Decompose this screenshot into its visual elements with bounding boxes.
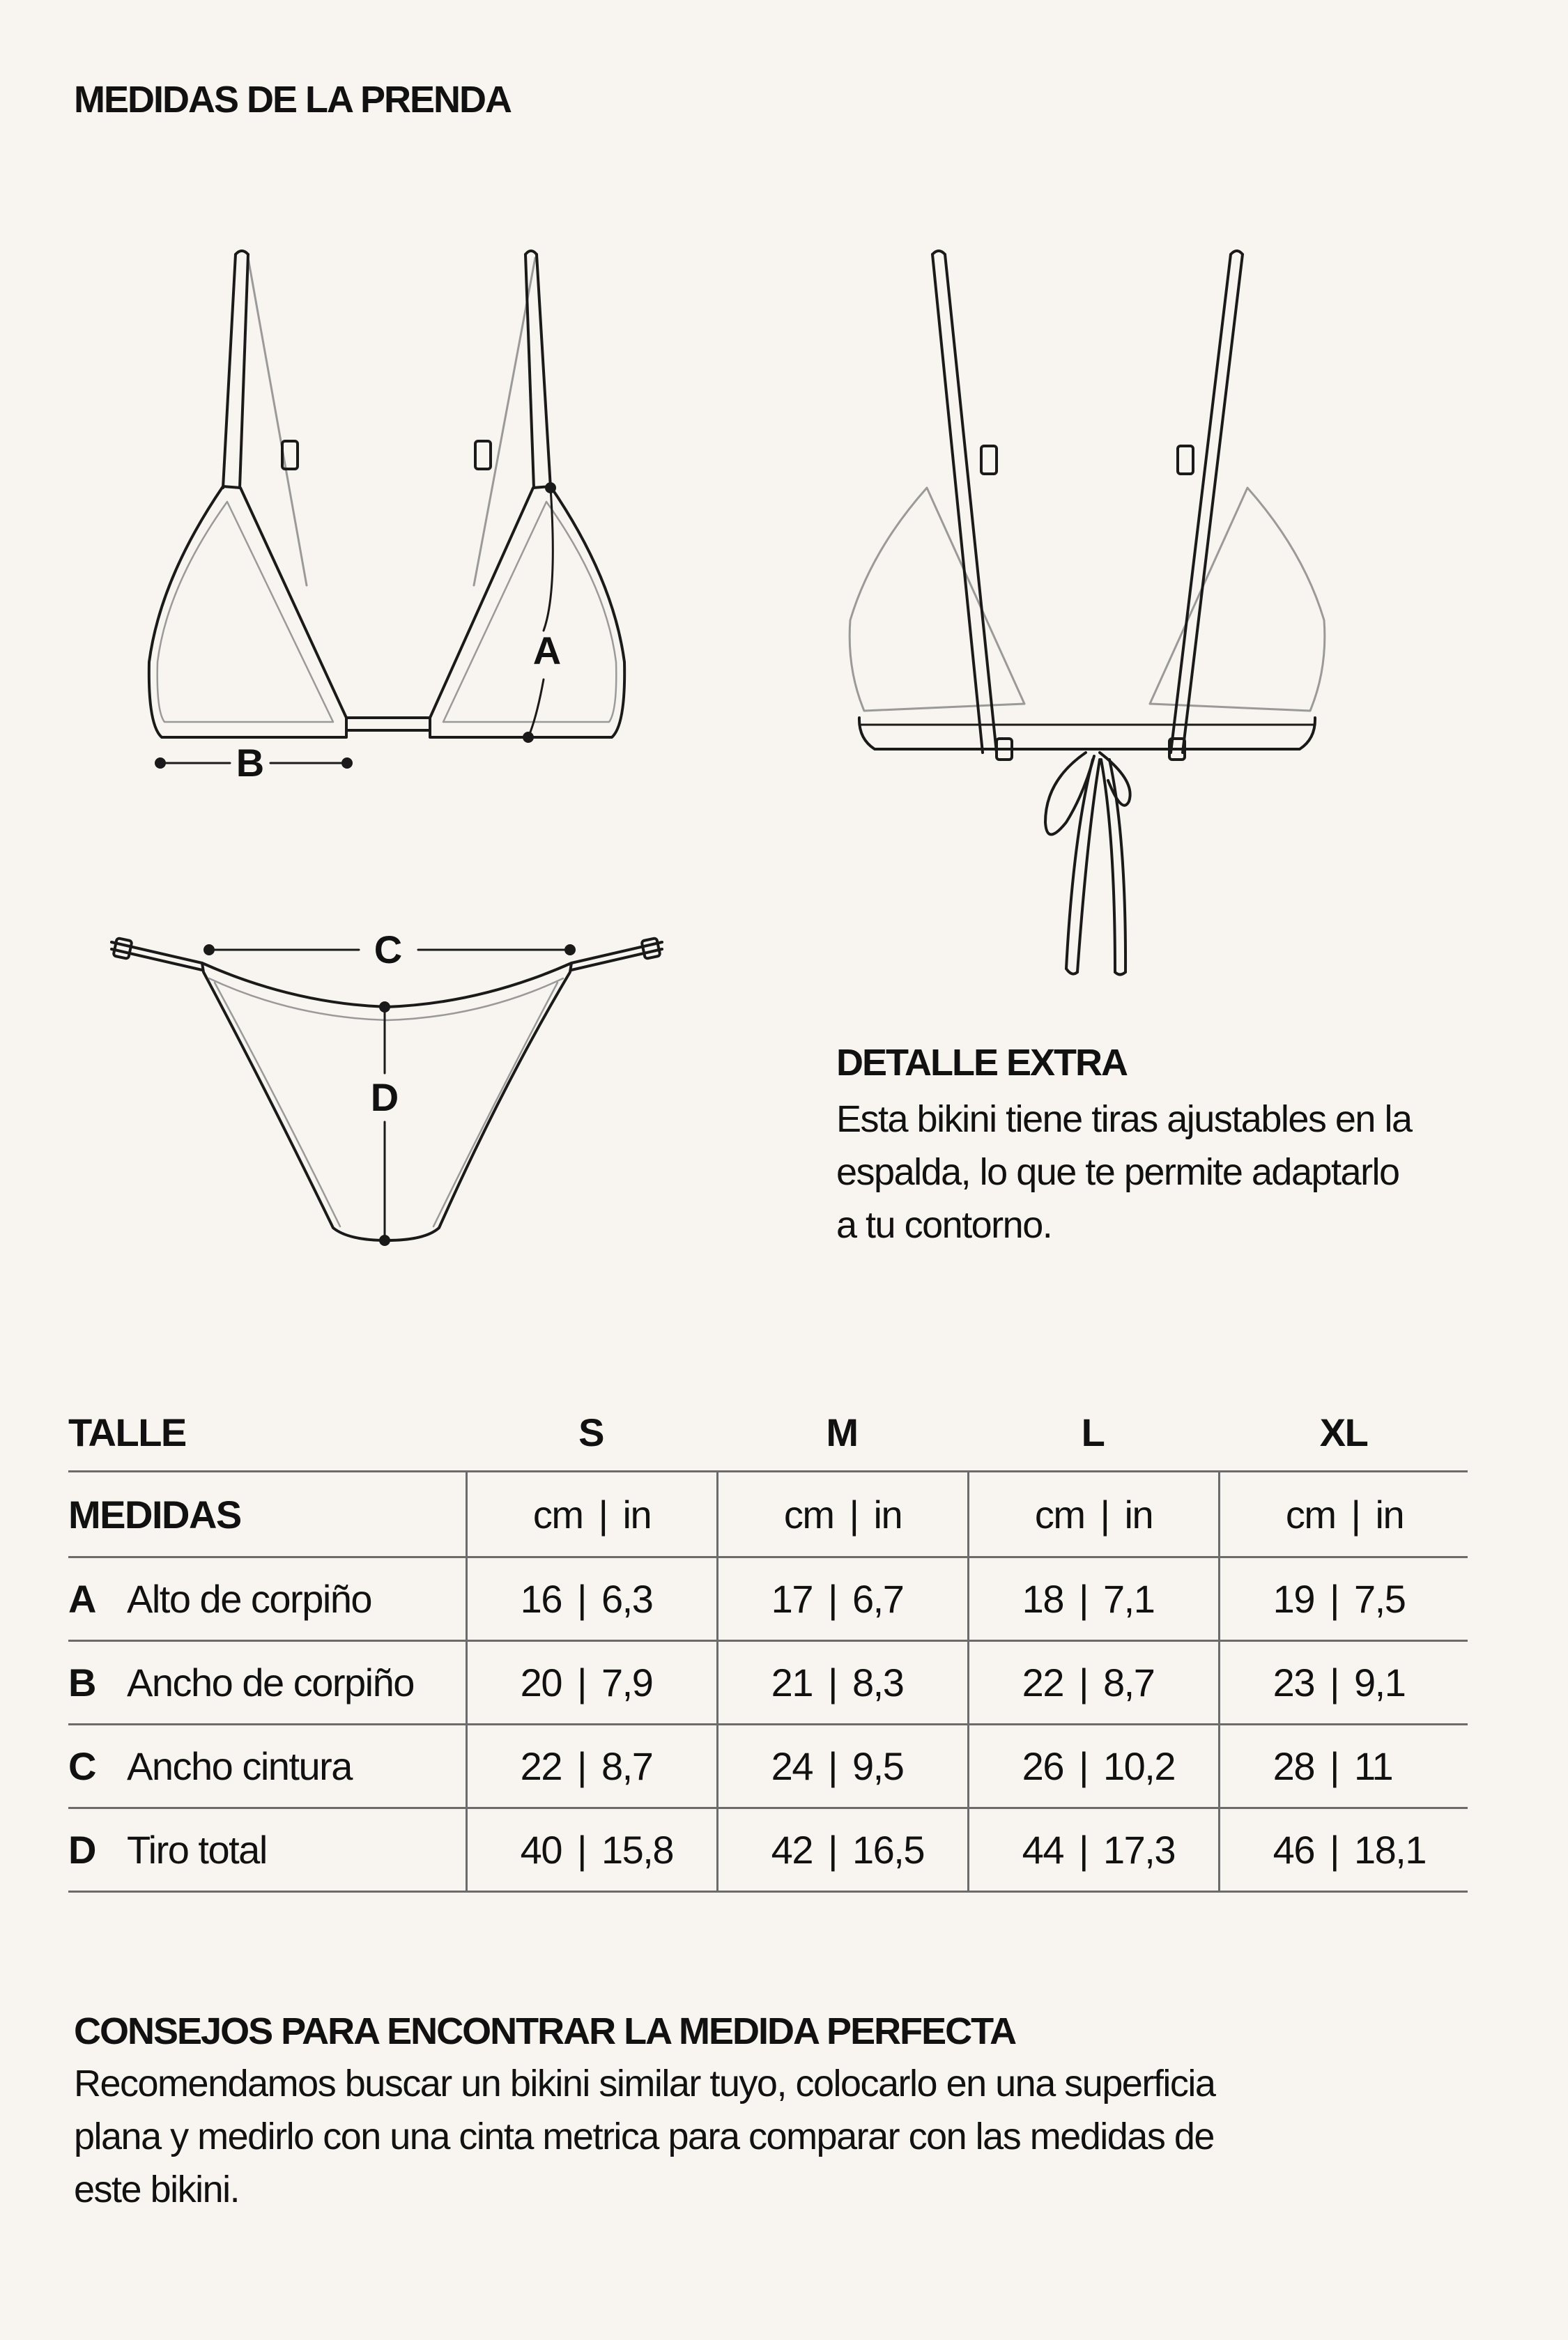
- value-cm: 24: [771, 1744, 813, 1788]
- table-row: [68, 1809, 1468, 1893]
- extra-detail-text: [836, 1093, 1412, 1252]
- measure-name: Ancho de corpiño: [127, 1661, 414, 1704]
- size-header-xl: XL: [1319, 1410, 1368, 1454]
- dimension-label-c: C: [374, 927, 403, 971]
- tips-line: plana y medirlo con una cinta metrica para comparar con las medidas de: [74, 2116, 1214, 2157]
- tips-line: Recomendamos buscar un bikini similar tuyo, colocarlo en una superficia: [74, 2063, 1215, 2104]
- value-in: 10,2: [1103, 1744, 1176, 1788]
- value-cm: 19: [1273, 1577, 1314, 1621]
- unit-cm: cm: [783, 1492, 834, 1537]
- value-cell: [466, 1809, 716, 1891]
- unit-in: in: [622, 1492, 652, 1537]
- units-cell: [967, 1472, 1218, 1556]
- measures-label: MEDIDAS: [68, 1492, 241, 1537]
- measure-letter: C: [68, 1744, 95, 1788]
- unit-separator: |: [598, 1492, 608, 1537]
- dimension-label-d: D: [370, 1075, 399, 1119]
- value-separator: |: [827, 1828, 838, 1872]
- size-header-s: S: [578, 1410, 604, 1454]
- measure-label-cell: [68, 1809, 466, 1891]
- table-row: [68, 1642, 1468, 1725]
- value-cm: 46: [1273, 1828, 1314, 1872]
- value-separator: |: [827, 1744, 838, 1788]
- value-separator: |: [576, 1577, 587, 1621]
- size-header-l: L: [1081, 1410, 1105, 1454]
- size-header-m: M: [826, 1410, 858, 1454]
- size-header-label: TALLE: [68, 1410, 186, 1454]
- unit-cm: cm: [1034, 1492, 1085, 1537]
- tips-line: este bikini.: [74, 2169, 240, 2210]
- value-cell: [1218, 1809, 1469, 1891]
- unit-separator: |: [1100, 1492, 1109, 1537]
- value-separator: |: [1078, 1744, 1089, 1788]
- value-separator: |: [827, 1661, 838, 1704]
- units-cell: [1218, 1472, 1469, 1556]
- value-cm: 44: [1022, 1828, 1063, 1872]
- value-cell: [466, 1558, 716, 1640]
- value-cm: 21: [771, 1661, 813, 1704]
- value-cm: 42: [771, 1828, 813, 1872]
- value-separator: |: [1078, 1661, 1089, 1704]
- value-in: 17,3: [1103, 1828, 1176, 1872]
- value-cm: 22: [1022, 1661, 1063, 1704]
- measure-letter: D: [68, 1828, 95, 1872]
- value-separator: |: [576, 1828, 587, 1872]
- value-separator: |: [1078, 1828, 1089, 1872]
- tips-heading: CONSEJOS PARA ENCONTRAR LA MEDIDA PERFECTA: [74, 2010, 1016, 2052]
- units-cell: [716, 1472, 967, 1556]
- extra-detail-line: a tu contorno.: [836, 1204, 1052, 1246]
- unit-cm: cm: [1285, 1492, 1336, 1537]
- value-cm: 26: [1022, 1744, 1063, 1788]
- value-separator: |: [1329, 1744, 1339, 1788]
- value-cell: [1218, 1558, 1469, 1640]
- table-header-row: [68, 1387, 1468, 1472]
- measure-name: Tiro total: [127, 1828, 267, 1872]
- tips-text: [74, 2057, 1215, 2216]
- bikini-top-back-drawing: [850, 251, 1325, 975]
- value-in: 18,1: [1354, 1828, 1427, 1872]
- value-in: 8,3: [852, 1661, 904, 1704]
- value-in: 16,5: [852, 1828, 925, 1872]
- value-separator: |: [576, 1661, 587, 1704]
- value-cm: 28: [1273, 1744, 1314, 1788]
- extra-detail-line: Esta bikini tiene tiras ajustables en la: [836, 1098, 1412, 1140]
- value-in: 8,7: [601, 1744, 653, 1788]
- measure-label-cell: [68, 1725, 466, 1807]
- measure-letter: A: [68, 1577, 95, 1621]
- measure-letter: B: [68, 1661, 95, 1704]
- unit-separator: |: [849, 1492, 859, 1537]
- table-row: [68, 1558, 1468, 1642]
- measure-label-cell: [68, 1558, 466, 1640]
- value-cell: [716, 1558, 967, 1640]
- size-table: [68, 1387, 1468, 1893]
- extra-detail-line: espalda, lo que te permite adaptarlo: [836, 1151, 1399, 1193]
- measure-name: Alto de corpiño: [127, 1577, 372, 1621]
- value-cm: 16: [520, 1577, 562, 1621]
- dimension-label-b: B: [236, 741, 265, 785]
- bikini-top-front-drawing: [149, 251, 624, 769]
- value-in: 15,8: [601, 1828, 674, 1872]
- value-cell: [466, 1725, 716, 1807]
- value-cell: [716, 1725, 967, 1807]
- measure-label-cell: [68, 1642, 466, 1723]
- value-separator: |: [1329, 1828, 1339, 1872]
- value-cell: [967, 1558, 1218, 1640]
- value-cm: 23: [1273, 1661, 1314, 1704]
- extra-detail-heading: DETALLE EXTRA: [836, 1042, 1127, 1084]
- measure-name: Ancho cintura: [127, 1744, 352, 1788]
- dimension-label-a: A: [532, 629, 562, 672]
- value-cell: [967, 1725, 1218, 1807]
- value-cm: 17: [771, 1577, 813, 1621]
- value-separator: |: [1078, 1577, 1089, 1621]
- value-separator: |: [1329, 1661, 1339, 1704]
- page-title: MEDIDAS DE LA PRENDA: [74, 79, 512, 121]
- value-cm: 18: [1022, 1577, 1063, 1621]
- value-in: 7,5: [1354, 1577, 1406, 1621]
- value-cm: 40: [520, 1828, 562, 1872]
- unit-separator: |: [1351, 1492, 1360, 1537]
- unit-in: in: [873, 1492, 902, 1537]
- value-cell: [967, 1642, 1218, 1723]
- value-in: 7,1: [1103, 1577, 1155, 1621]
- value-cm: 20: [520, 1661, 562, 1704]
- table-units-row: [68, 1472, 1468, 1558]
- value-in: 11: [1354, 1744, 1393, 1788]
- unit-in: in: [1124, 1492, 1153, 1537]
- value-separator: |: [827, 1577, 838, 1621]
- value-separator: |: [576, 1744, 587, 1788]
- value-separator: |: [1329, 1577, 1339, 1621]
- value-cell: [466, 1642, 716, 1723]
- unit-cm: cm: [532, 1492, 583, 1537]
- value-cm: 22: [520, 1744, 562, 1788]
- table-row: [68, 1725, 1468, 1809]
- value-in: 9,5: [852, 1744, 904, 1788]
- value-in: 6,3: [601, 1577, 653, 1621]
- value-in: 6,7: [852, 1577, 904, 1621]
- value-cell: [967, 1809, 1218, 1891]
- value-cell: [1218, 1725, 1469, 1807]
- value-in: 7,9: [601, 1661, 653, 1704]
- value-cell: [716, 1809, 967, 1891]
- value-cell: [1218, 1642, 1469, 1723]
- value-in: 8,7: [1103, 1661, 1155, 1704]
- value-cell: [716, 1642, 967, 1723]
- unit-in: in: [1375, 1492, 1404, 1537]
- value-in: 9,1: [1354, 1661, 1406, 1704]
- units-cell: [466, 1472, 716, 1556]
